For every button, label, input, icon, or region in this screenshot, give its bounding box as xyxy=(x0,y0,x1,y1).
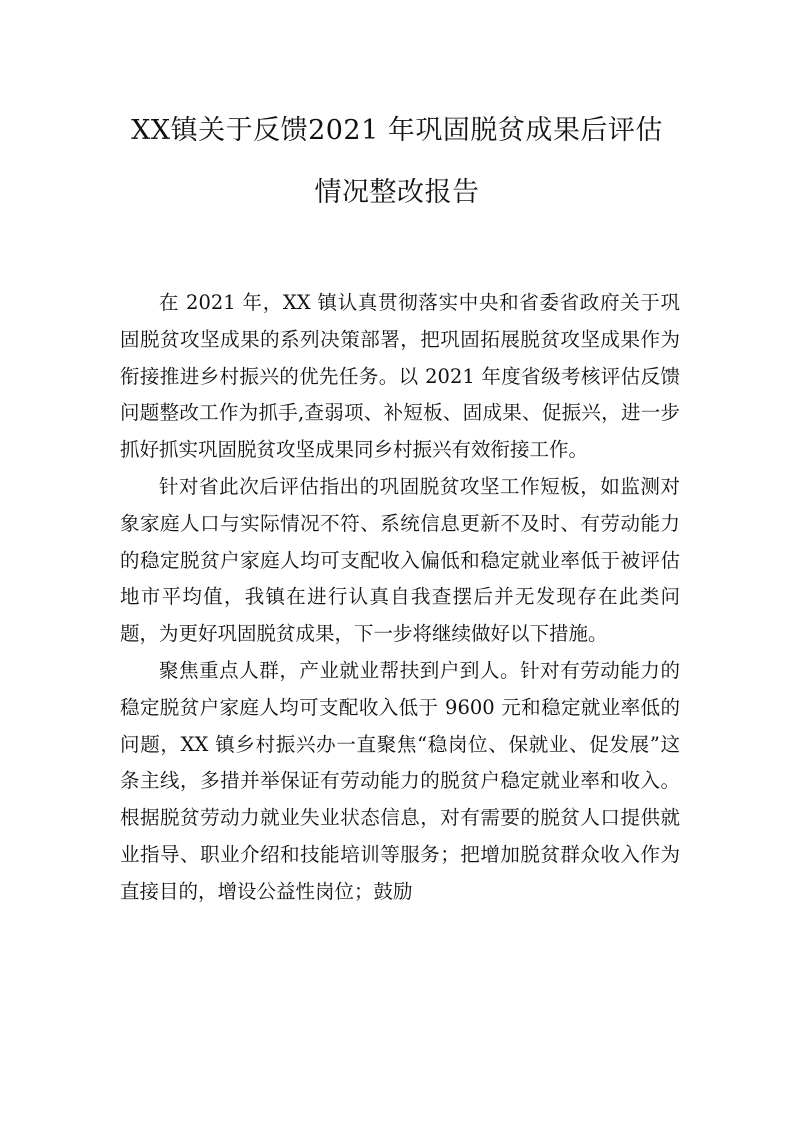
paragraph-issues: 针对省此次后评估指出的巩固脱贫攻坚工作短板，如监测对象家庭人口与实际情况不符、系统信息更新不及时、有劳动能力的稳定脱贫户家庭人均可支配收入偏低和稳定就业率低于被评估地市平均值，我镇在进行认真自我查摆后并无发现存在此类问题，为更好巩固脱贫成果，下一步将继续做好以下措施。 xyxy=(120,474,680,646)
document-title-line-1: XX镇关于反馈2021 年巩固脱贫成果后评估 xyxy=(131,115,663,146)
paragraph-intro: 在 2021 年，XX 镇认真贯彻落实中央和省委省政府关于巩固脱贫攻坚成果的系列决策部署，把巩固拓展脱贫攻坚成果作为衔接推进乡村振兴的优先任务。以 2021 年度省级考核评估反馈问题整改工作为抓手,查弱项、补短板、固成果、促振兴，进一步抓好抓实巩固脱贫攻坚成果同乡村振兴有效衔接工作。 xyxy=(120,291,680,462)
document-title-line-2: 情况整改报告 xyxy=(314,177,480,208)
document-body xyxy=(120,285,680,911)
paragraph-measures: 聚焦重点人群，产业就业帮扶到户到人。针对有劳动能力的稳定脱贫户家庭人均可支配收入低于 9600 元和稳定就业率低的问题，XX 镇乡村振兴办一直聚焦“稳岗位、保就业、促发展”这条主线，多措并举保证有劳动能力的脱贫户稳定就业率和收入。根据脱贫劳动力就业失业状态信息，对有需要的脱贫人口提供就业指导、职业介绍和技能培训等服务；把增加脱贫群众收入作为直接目的，增设公益性岗位；鼓励 xyxy=(120,658,680,903)
